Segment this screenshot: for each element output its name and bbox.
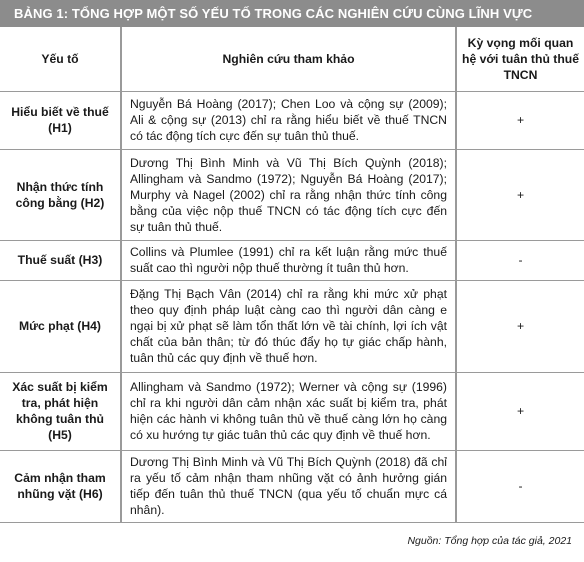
table-header-row — [0, 27, 584, 91]
expectation-cell: - — [456, 240, 584, 280]
header-expectation: Kỳ vọng mối quan hệ với tuân thủ thuế TNCN — [456, 27, 584, 91]
expectation-cell: - — [456, 450, 584, 522]
header-reference: Nghiên cứu tham khảo — [121, 27, 456, 91]
source-note: Nguồn: Tổng hợp của tác giả, 2021 — [407, 535, 572, 547]
header-factor: Yếu tố — [0, 27, 121, 91]
factor-cell: Nhận thức tính công bằng (H2) — [0, 149, 121, 240]
expectation-cell: + — [456, 280, 584, 372]
reference-cell: Allingham và Sandmo (1972); Werner và cộng sự (1996) chỉ ra khi người dân cảm nhận xác suất bị kiểm tra, phát hiện các hành vi không tuân thủ về thuế càng lớn họ càng có xu hướng tự giác tuân thủ các quy định về thuế hơn. — [121, 372, 456, 450]
reference-cell: Dương Thị Bình Minh và Vũ Thị Bích Quỳnh (2018); Allingham và Sandmo (1972); Nguyễn Bá Hoàng (2017); Murphy và Nagel (2002) chỉ ra rằng nhận thức tính công bằng của việc nộp thuế TNCN có tác động tích cực đến sự tuân thủ thuế. — [121, 149, 456, 240]
factor-cell: Thuế suất (H3) — [0, 240, 121, 280]
table-row — [0, 149, 584, 240]
factor-cell: Mức phạt (H4) — [0, 280, 121, 372]
reference-cell: Collins và Plumlee (1991) chỉ ra kết luận rằng mức thuế suất cao thì người nộp thuế thường ít tuân thủ hơn. — [121, 240, 456, 280]
expectation-cell: + — [456, 372, 584, 450]
reference-cell: Dương Thị Bình Minh và Vũ Thị Bích Quỳnh (2018) đã chỉ ra yếu tố cảm nhận tham nhũng vặt có ảnh hưởng gián tiếp đến tuân thủ thuế TNCN (qua yếu tố chuẩn mực cá nhân). — [121, 450, 456, 522]
table-row — [0, 240, 584, 280]
research-factors-table — [0, 27, 584, 523]
factor-cell: Xác suất bị kiểm tra, phát hiện không tuân thủ (H5) — [0, 372, 121, 450]
reference-cell: Đặng Thị Bạch Vân (2014) chỉ ra rằng khi mức xử phạt theo quy định pháp luật càng cao thì người dân càng e ngại bị xử phạt sẽ làm tổn thất lớn về tài chính, lợi ích vật chất của bản thân; từ đó thúc đẩy họ tự giác chấp hành, tuân thủ các quy định về thuế hơn. — [121, 280, 456, 372]
table-row — [0, 372, 584, 450]
table-title: BẢNG 1: TỔNG HỢP MỘT SỐ YẾU TỐ TRONG CÁC NGHIÊN CỨU CÙNG LĨNH VỰC — [0, 0, 584, 27]
expectation-cell: + — [456, 91, 584, 149]
factor-cell: Hiểu biết về thuế (H1) — [0, 91, 121, 149]
table-row — [0, 280, 584, 372]
expectation-cell: + — [456, 149, 584, 240]
factor-cell: Cảm nhận tham nhũng vặt (H6) — [0, 450, 121, 522]
table-row — [0, 91, 584, 149]
reference-cell: Nguyễn Bá Hoàng (2017); Chen Loo và cộng sự (2009); Ali & cộng sự (2013) chỉ ra rằng hiểu biết về thuế TNCN có tác động tích cực đến sự tuân thủ thuế. — [121, 91, 456, 149]
table-row — [0, 450, 584, 522]
